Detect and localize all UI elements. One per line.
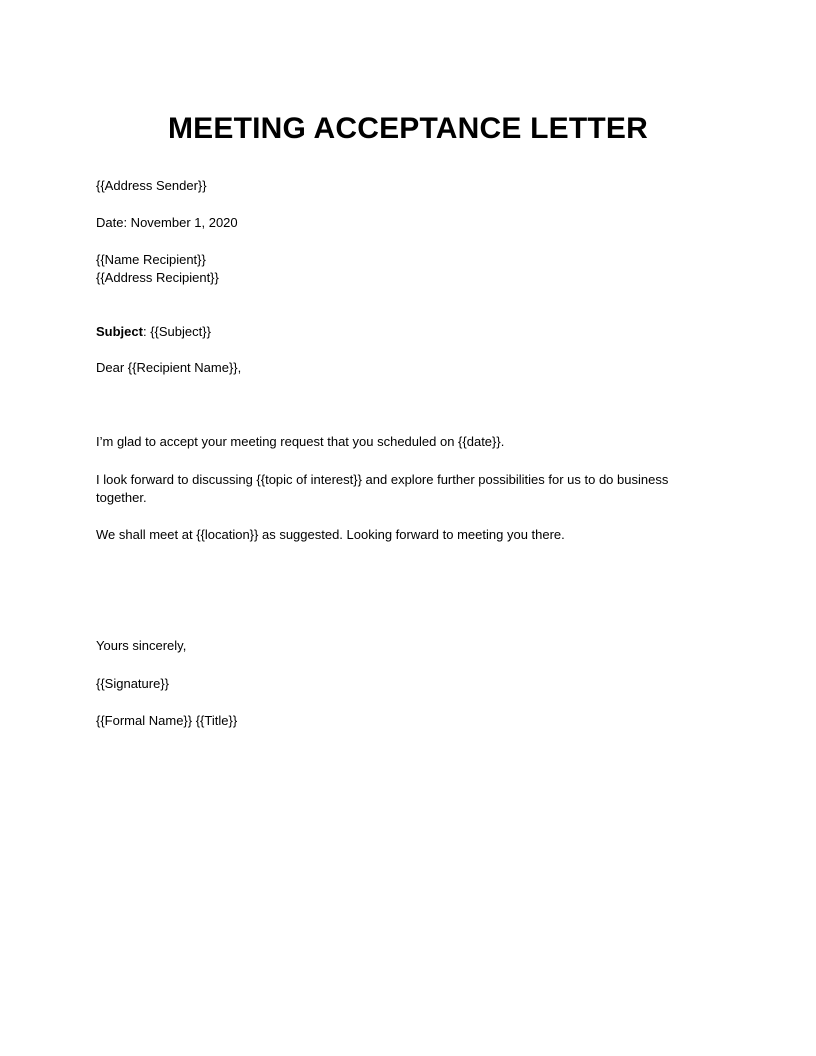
subject-line [96,323,211,341]
recipient-address: {{Address Recipient}} [96,270,219,285]
subject-label: Subject [96,324,143,339]
formal-name-title: {{Formal Name}} {{Title}} [96,713,238,728]
signature: {{Signature}} [96,676,170,691]
sender-address: {{Address Sender}} [96,178,207,193]
salutation: Dear {{Recipient Name}}, [96,360,242,375]
body-paragraph-3: We shall meet at {{location}} as suggested. Looking forward to meeting you there. [96,527,565,542]
body-paragraph-1: I’m glad to accept your meeting request that you scheduled on {{date}}. [96,434,505,449]
date-line: Date: November 1, 2020 [96,215,238,230]
recipient-name: {{Name Recipient}} [96,252,206,267]
body-paragraph-2: I look forward to discussing {{topic of interest}} and explore further possibilities for us to do business together. [96,472,669,505]
subject-value: : {{Subject}} [142,324,211,339]
closing: Yours sincerely, [96,638,187,653]
letter-title: MEETING ACCEPTANCE LETTER [167,112,648,145]
